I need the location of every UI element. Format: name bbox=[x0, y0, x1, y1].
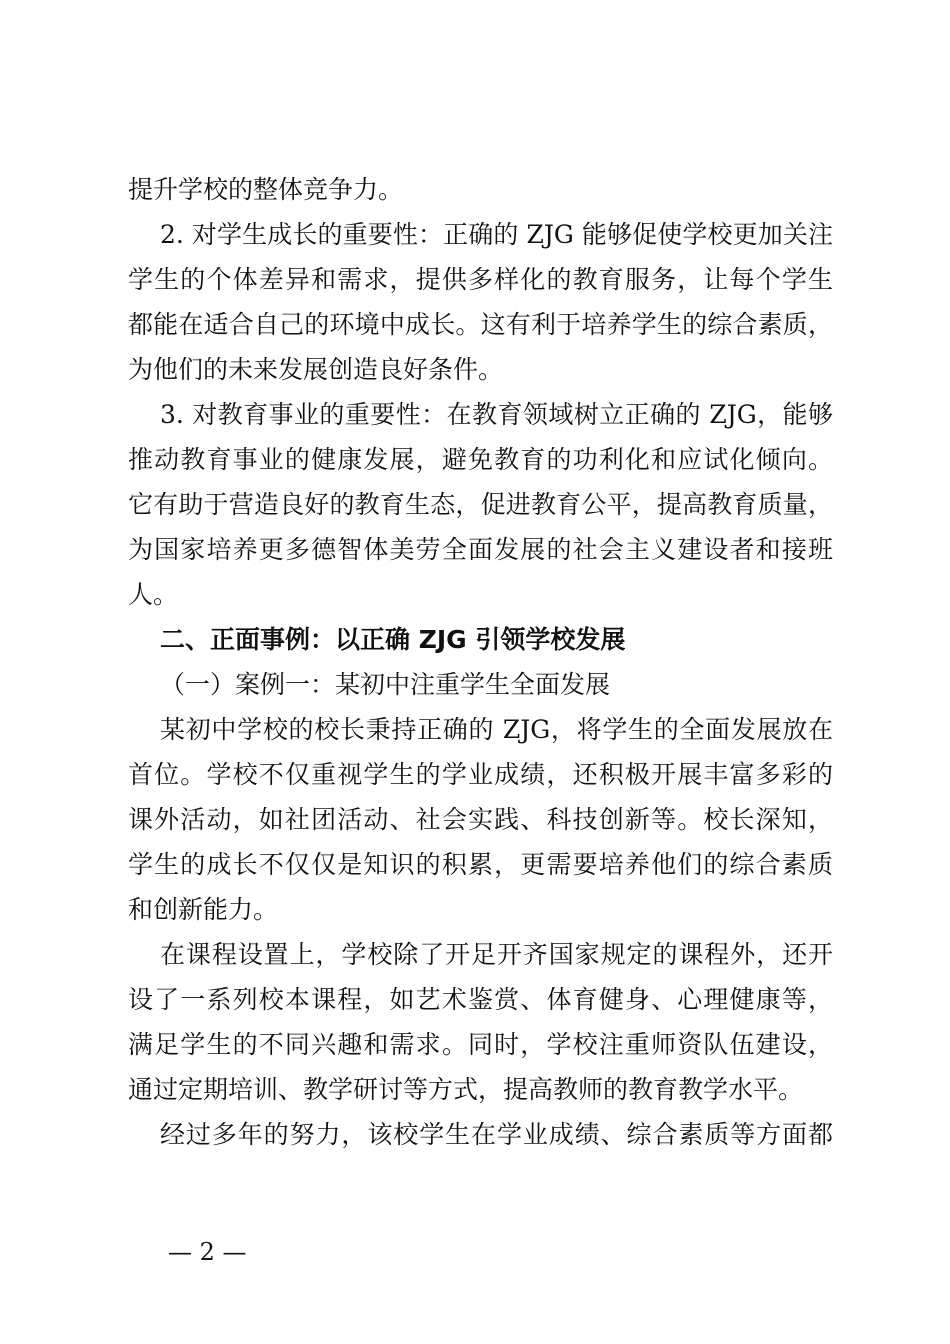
paragraph-line: 设了一系列校本课程，如艺术鉴赏、体育健身、心理健康等， bbox=[128, 985, 833, 1014]
section-heading: 二、正面事例：以正确 ZJG 引领学校发展 bbox=[160, 625, 626, 654]
subsection-heading: （一）案例一：某初中注重学生全面发展 bbox=[160, 670, 611, 699]
paragraph-line: 为他们的未来发展创造良好条件。 bbox=[128, 355, 504, 384]
paragraph-line: 2. 对学生成长的重要性：正确的 ZJG 能够促使学校更加关注 bbox=[160, 220, 833, 249]
paragraph-line: 首位。学校不仅重视学生的学业成绩，还积极开展丰富多彩的 bbox=[128, 760, 833, 789]
paragraph-line: 和创新能力。 bbox=[128, 895, 279, 924]
paragraph-line: 某初中学校的校长秉持正确的 ZJG，将学生的全面发展放在 bbox=[160, 715, 833, 744]
paragraph-line: 3. 对教育事业的重要性：在教育领域树立正确的 ZJG，能够 bbox=[160, 400, 833, 429]
paragraph-line: 提升学校的整体竞争力。 bbox=[128, 175, 404, 204]
paragraph-line: 都能在适合自己的环境中成长。这有利于培养学生的综合素质， bbox=[128, 310, 833, 339]
paragraph-line: 为国家培养更多德智体美劳全面发展的社会主义建设者和接班 bbox=[128, 535, 833, 564]
paragraph-line: 课外活动，如社团活动、社会实践、科技创新等。校长深知， bbox=[128, 805, 833, 834]
paragraph-line: 学生的个体差异和需求，提供多样化的教育服务，让每个学生 bbox=[128, 265, 833, 294]
paragraph-line: 满足学生的不同兴趣和需求。同时，学校注重师资队伍建设， bbox=[128, 1030, 833, 1059]
paragraph-line: 人。 bbox=[128, 580, 179, 609]
paragraph-line: 通过定期培训、教学研讨等方式，提高教师的教育教学水平。 bbox=[128, 1075, 804, 1104]
paragraph-line: 在课程设置上，学校除了开足开齐国家规定的课程外，还开 bbox=[160, 940, 833, 969]
page-number: — 2 — bbox=[168, 1238, 247, 1266]
paragraph-line: 学生的成长不仅仅是知识的积累，更需要培养他们的综合素质 bbox=[128, 850, 833, 879]
paragraph-line: 它有助于营造良好的教育生态，促进教育公平，提高教育质量， bbox=[128, 490, 833, 519]
paragraph-line: 经过多年的努力，该校学生在学业成绩、综合素质等方面都 bbox=[160, 1120, 833, 1149]
paragraph-line: 推动教育事业的健康发展，避免教育的功利化和应试化倾向。 bbox=[128, 445, 833, 474]
